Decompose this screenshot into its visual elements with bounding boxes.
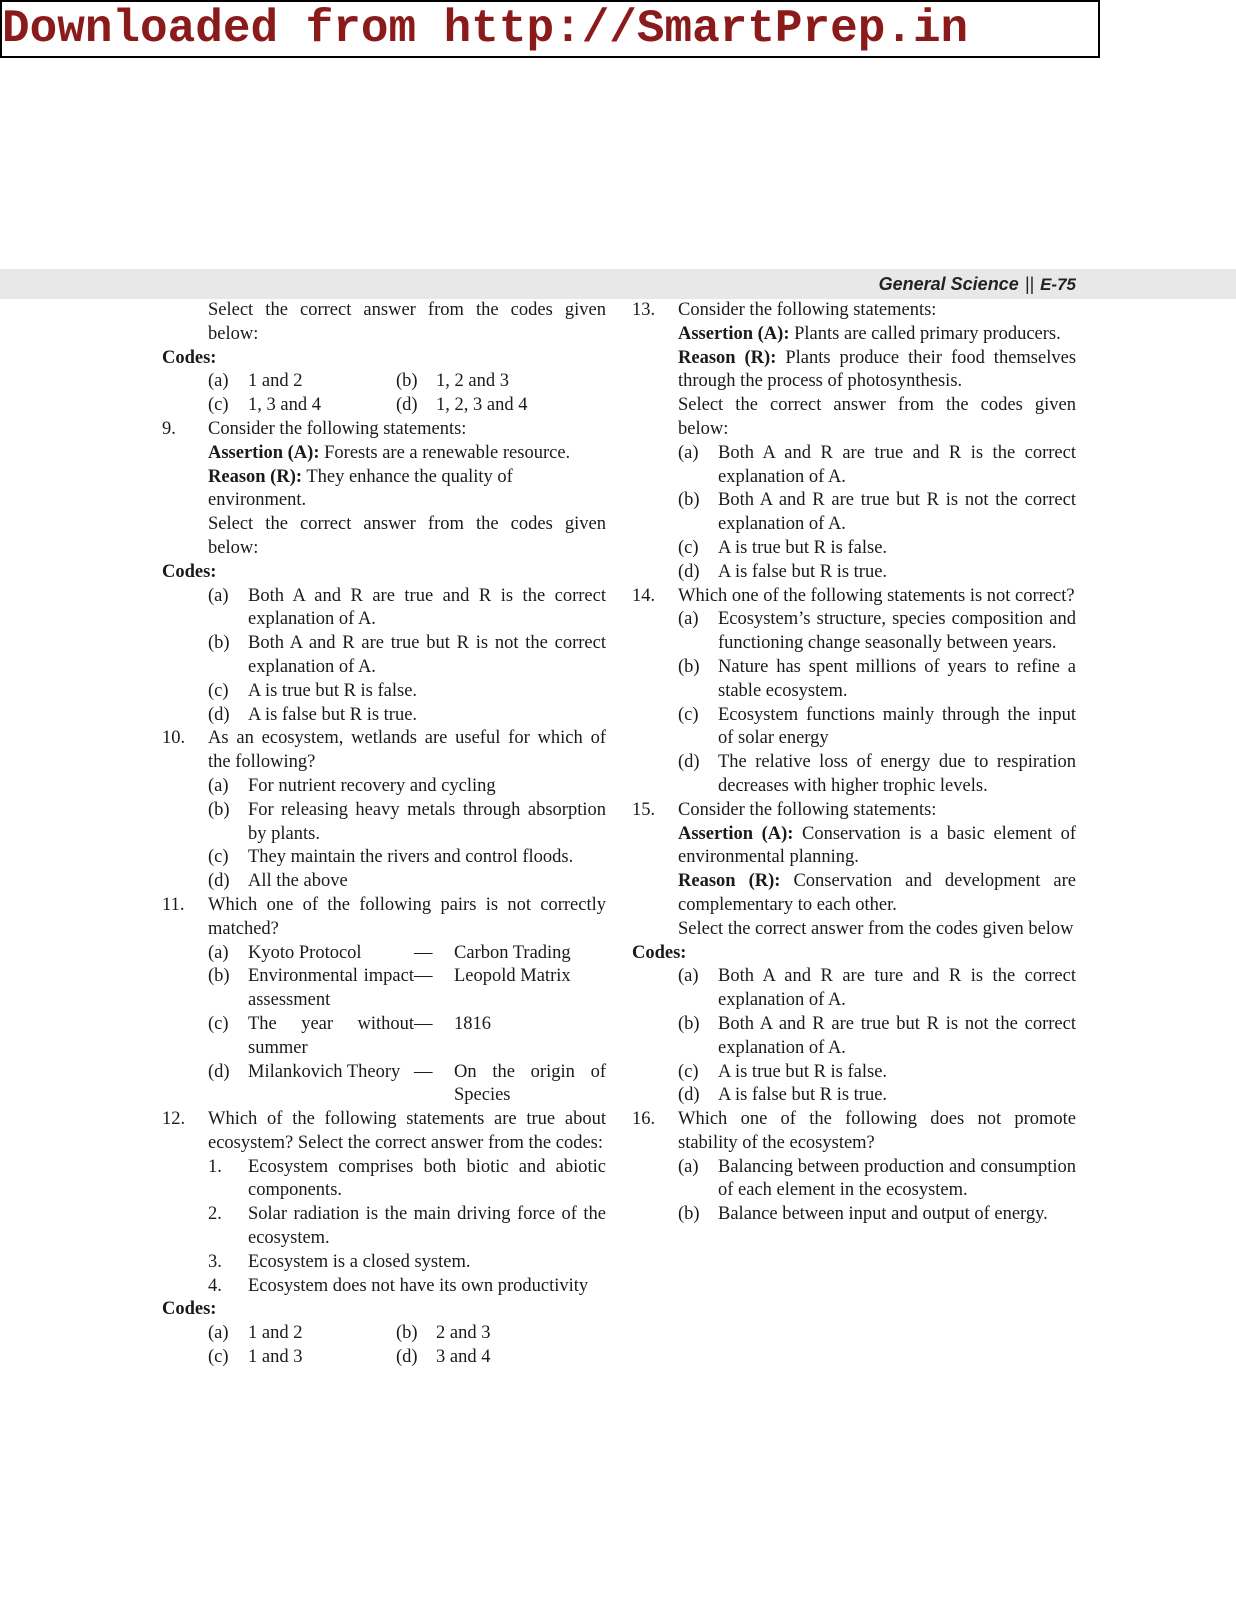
question-number: 16.	[632, 1109, 656, 1130]
question-number: 9.	[162, 418, 176, 439]
header-separator: ||	[1024, 274, 1035, 294]
statement-number: 1.	[208, 1156, 222, 1177]
question-12	[162, 1108, 606, 1298]
reason-label: Reason (R):	[678, 871, 781, 892]
question-stem: Which of the following statements are true about ecosystem? Select the correct answer from the codes:	[208, 1109, 606, 1153]
question-number: 10.	[162, 728, 186, 749]
option-label: (a)	[208, 942, 229, 963]
question-10	[162, 727, 606, 894]
pair-right: Carbon Trading	[454, 942, 571, 963]
option-label: (b)	[208, 799, 230, 820]
option-c	[678, 704, 1076, 752]
option-text: Nature has spent millions of years to refine a stable ecosystem.	[718, 656, 1076, 701]
option-label: (a)	[208, 585, 229, 606]
question-16	[632, 1108, 1076, 1227]
option-label: (c)	[208, 395, 229, 416]
option-c	[678, 537, 1076, 561]
option-label: (d)	[208, 871, 230, 892]
option-label: (a)	[678, 609, 699, 630]
pair-left: The year without summer	[248, 1013, 414, 1058]
q12-codes	[162, 1322, 606, 1370]
option-label: (d)	[208, 1061, 230, 1082]
question-stem: Which one of the following statements is not correct?	[678, 585, 1075, 606]
question-stem: As an ecosystem, wetlands are useful for which of the following?	[208, 728, 606, 773]
question-15	[632, 799, 1076, 942]
option-b	[208, 632, 606, 680]
option-label: (d)	[678, 752, 700, 773]
option-label: (a)	[208, 371, 229, 392]
option-a	[678, 608, 1076, 656]
pair-d	[208, 1061, 606, 1109]
q8-codes-label: Codes:	[162, 347, 217, 368]
option-d	[678, 751, 1076, 799]
q8-code-b	[396, 370, 606, 394]
right-column	[632, 299, 1076, 1227]
question-number: 15.	[632, 799, 656, 820]
page-number: E-75	[1040, 275, 1076, 294]
question-number: 13.	[632, 300, 656, 320]
question-14	[632, 585, 1076, 799]
pair-dash: —	[414, 1013, 433, 1034]
statement-2	[208, 1203, 606, 1251]
q12-code-a	[208, 1322, 396, 1346]
option-label: (b)	[208, 633, 230, 654]
q8-code-d	[396, 394, 606, 418]
option-label: (a)	[208, 775, 229, 796]
assertion-text: Forests are a renewable resource.	[324, 442, 571, 463]
option-label: (c)	[208, 1347, 229, 1368]
reason-text: Plants produce their food themselves through the process of photosynthesis.	[678, 347, 1077, 392]
option-b	[208, 799, 606, 847]
option-text: They maintain the rivers and control floods.	[248, 847, 574, 868]
option-label: (d)	[678, 1085, 700, 1106]
question-11	[162, 894, 606, 1108]
option-b	[678, 1203, 1076, 1227]
assertion-label: Assertion (A):	[678, 323, 790, 344]
option-text: 1 and 2	[248, 371, 303, 392]
reason	[208, 466, 606, 514]
assertion	[678, 323, 1076, 347]
q8-instruction: Select the correct answer from the codes given below:	[208, 300, 606, 344]
pair-right: 1816	[454, 1013, 491, 1034]
reason	[678, 870, 1076, 918]
left-column	[162, 299, 606, 1370]
statement-3	[208, 1251, 606, 1275]
option-text: A is true but R is false.	[718, 537, 888, 558]
statement-text: Ecosystem does not have its own productivity	[248, 1275, 589, 1296]
statement-text: Solar radiation is the main driving force of the ecosystem.	[248, 1204, 606, 1249]
pair-dash: —	[414, 966, 433, 987]
option-text: 1, 3 and 4	[248, 395, 321, 416]
running-header	[0, 269, 1236, 299]
option-label: (a)	[678, 1156, 699, 1177]
option-label: (c)	[678, 704, 699, 725]
option-c	[208, 680, 606, 704]
option-d	[208, 870, 606, 894]
option-d	[208, 704, 606, 728]
q15-options	[632, 965, 1076, 1108]
option-text: 1 and 2	[248, 1323, 303, 1344]
option-text: Balancing between production and consumption of each element in the ecosystem.	[718, 1156, 1076, 1201]
option-label: (b)	[208, 966, 230, 987]
statement-4	[208, 1275, 606, 1299]
option-a	[678, 1156, 1076, 1204]
header-text	[879, 269, 1076, 300]
option-text: Ecosystem functions mainly through the input of solar energy	[718, 704, 1076, 749]
option-c	[208, 846, 606, 870]
option-d	[678, 561, 1076, 585]
question-9	[162, 418, 606, 561]
pair-dash: —	[414, 1061, 433, 1082]
pair-a	[208, 942, 606, 966]
pair-left: Milankovich Theory	[248, 1061, 401, 1082]
banner-text: Downloaded from http://SmartPrep.in	[2, 3, 969, 55]
reason-label: Reason (R):	[678, 347, 777, 368]
assertion-text: Plants are called primary producers.	[794, 323, 1061, 344]
option-b	[678, 1013, 1076, 1061]
option-text: Both A and R are ture and R is the correct explanation of A.	[718, 966, 1076, 1011]
option-label: (a)	[678, 966, 699, 987]
assertion-text: Conservation is a basic element of environmental planning.	[678, 823, 1076, 868]
instruction: Select the correct answer from the codes given below:	[208, 514, 606, 558]
option-label: (b)	[396, 371, 418, 392]
q8-code-c	[208, 394, 396, 418]
question-number: 11.	[162, 894, 185, 915]
option-label: (d)	[678, 561, 700, 582]
assertion	[678, 823, 1076, 871]
pair-right: Leopold Matrix	[454, 966, 571, 987]
question-stem: Consider the following statements:	[678, 300, 937, 320]
instruction: Select the correct answer from the codes given below	[678, 918, 1074, 939]
option-label: (d)	[396, 395, 418, 416]
q12-code-d	[396, 1346, 606, 1370]
option-text: For releasing heavy metals through absorption by plants.	[248, 799, 606, 844]
option-text: 1, 2, 3 and 4	[436, 395, 528, 416]
option-b	[678, 489, 1076, 537]
reason-label: Reason (R):	[208, 466, 303, 487]
option-b	[678, 656, 1076, 704]
option-c	[678, 1061, 1076, 1085]
option-a	[678, 965, 1076, 1013]
pair-right: On the origin of Species	[454, 1061, 606, 1106]
option-text: A is true but R is false.	[718, 1061, 888, 1082]
pair-b	[208, 965, 606, 1013]
statement-text: Ecosystem is a closed system.	[248, 1251, 471, 1272]
q8-code-a	[208, 370, 396, 394]
pair-left: Kyoto Protocol	[248, 942, 362, 963]
option-text: 3 and 4	[436, 1347, 491, 1368]
q12-code-c	[208, 1346, 396, 1370]
option-d	[678, 1084, 1076, 1108]
reason-text: Conservation and development are complementary to each other.	[678, 871, 1077, 915]
option-a	[208, 775, 606, 799]
option-label: (b)	[678, 1013, 700, 1034]
q8-codes	[162, 370, 606, 418]
question-number: 12.	[162, 1109, 186, 1130]
option-text: 1, 2 and 3	[436, 371, 509, 392]
option-label: (d)	[208, 704, 230, 725]
option-text: A is true but R is false.	[248, 680, 418, 701]
statement-number: 2.	[208, 1204, 222, 1225]
option-text: A is false but R is true.	[718, 1085, 888, 1106]
option-label: (c)	[678, 537, 699, 558]
q12-code-b	[396, 1322, 606, 1346]
option-text: All the above	[248, 871, 348, 892]
option-label: (a)	[208, 1323, 229, 1344]
reason	[678, 347, 1076, 395]
option-text: Both A and R are true but R is not the correct explanation of A.	[718, 1013, 1076, 1058]
option-text: Both A and R are true but R is not the correct explanation of A.	[248, 633, 606, 677]
statement-number: 4.	[208, 1275, 222, 1296]
pair-dash: —	[414, 942, 433, 963]
option-a	[678, 442, 1076, 490]
question-number: 14.	[632, 585, 656, 606]
statement-text: Ecosystem comprises both biotic and abiotic components.	[248, 1156, 606, 1201]
pair-c	[208, 1013, 606, 1061]
header-title: General Science	[878, 274, 1019, 294]
option-a	[208, 585, 606, 633]
question-stem: Which one of the following does not promote stability of the ecosystem?	[678, 1109, 1076, 1153]
option-text: 2 and 3	[436, 1323, 491, 1344]
pair-left: Environmental impact assessment	[248, 966, 414, 1011]
option-label: (b)	[678, 656, 700, 677]
question-stem: Consider the following statements:	[678, 799, 937, 820]
option-text: A is false but R is true.	[718, 561, 888, 582]
option-text: For nutrient recovery and cycling	[248, 775, 496, 796]
option-text: 1 and 3	[248, 1347, 303, 1368]
option-label: (c)	[208, 1013, 229, 1034]
q12-codes-label: Codes:	[162, 1299, 217, 1320]
q15-codes-label: Codes:	[632, 942, 687, 963]
question-stem: Which one of the following pairs is not correctly matched?	[208, 894, 606, 939]
statement-number: 3.	[208, 1251, 222, 1272]
option-text: The relative loss of energy due to respiration decreases with higher trophic levels.	[718, 752, 1076, 796]
option-label: (c)	[208, 680, 229, 701]
option-text: Both A and R are true and R is the correct explanation of A.	[248, 585, 606, 630]
download-banner	[0, 0, 1100, 58]
question-stem: Consider the following statements:	[208, 418, 467, 439]
option-text: Both A and R are true but R is not the correct explanation of A.	[718, 490, 1076, 535]
option-text: A is false but R is true.	[248, 704, 418, 725]
option-text: Ecosystem’s structure, species composition and functioning change seasonally between years.	[718, 609, 1076, 654]
instruction: Select the correct answer from the codes given below:	[678, 395, 1076, 439]
option-label: (b)	[678, 1204, 700, 1225]
assertion-label: Assertion (A):	[678, 823, 794, 844]
option-label: (c)	[678, 1061, 699, 1082]
option-label: (b)	[396, 1323, 418, 1344]
option-text: Both A and R are true and R is the correct explanation of A.	[718, 442, 1076, 487]
q9-codes-label: Codes:	[162, 561, 217, 582]
question-13	[632, 299, 1076, 585]
assertion	[208, 442, 606, 466]
option-text: Balance between input and output of energy.	[718, 1204, 1048, 1225]
option-label: (b)	[678, 490, 700, 511]
option-label: (c)	[208, 847, 229, 868]
statement-1	[208, 1156, 606, 1204]
option-label: (a)	[678, 442, 699, 463]
option-label: (d)	[396, 1347, 418, 1368]
q9-options	[162, 585, 606, 728]
assertion-label: Assertion (A):	[208, 442, 320, 463]
reason-text: They enhance the quality of environment.	[208, 466, 513, 511]
